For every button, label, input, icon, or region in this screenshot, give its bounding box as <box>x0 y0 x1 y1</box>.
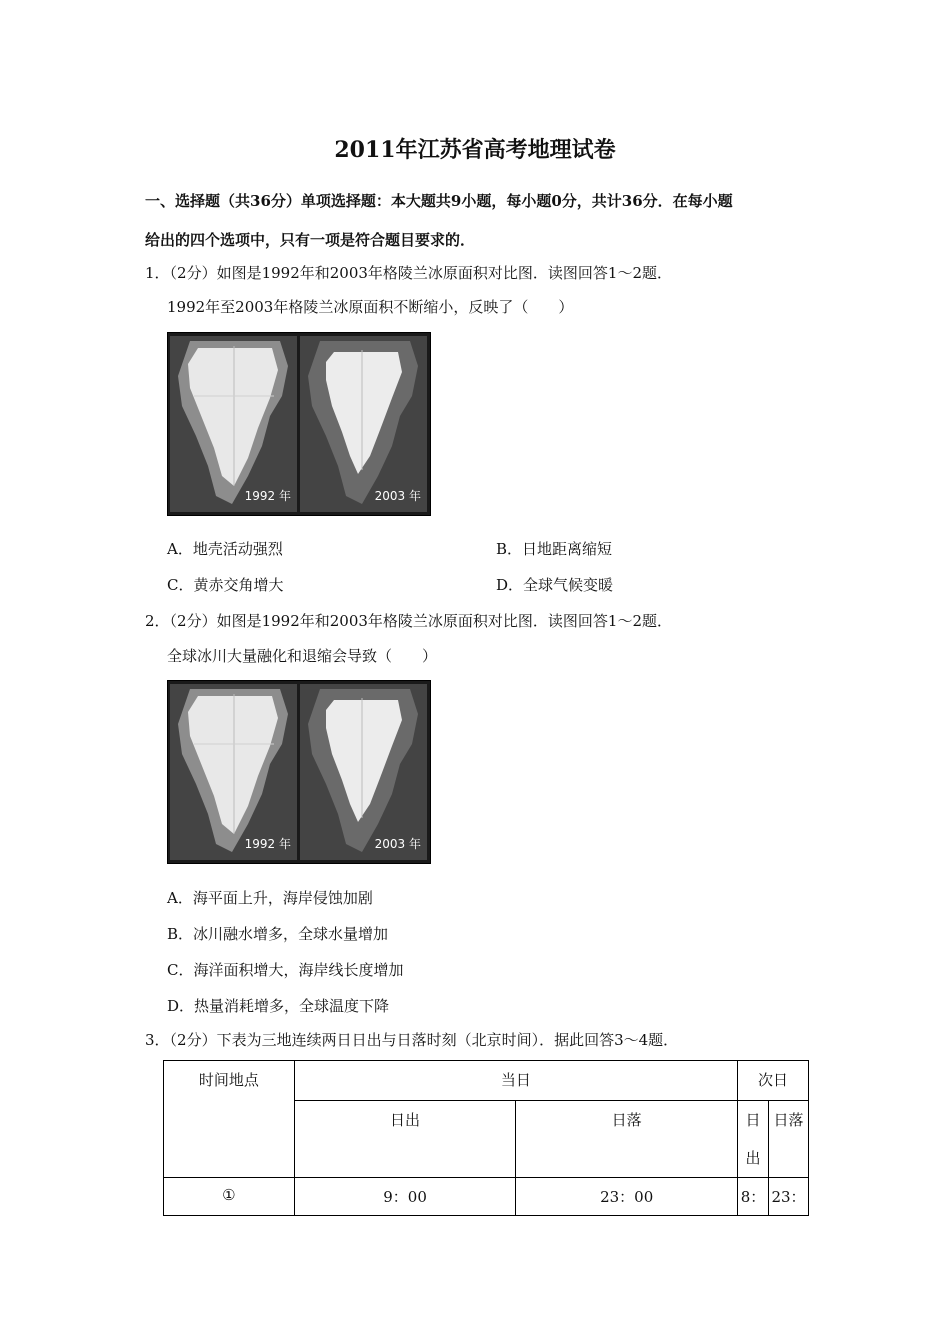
question-1-option-d[interactable]: D．全球气候变暖 <box>496 576 614 594</box>
question-2-option-a[interactable]: A．海平面上升，海岸侵蚀加剧 <box>167 889 373 907</box>
sunrise-sunset-table <box>163 1060 809 1216</box>
greenland-2003-image <box>300 684 427 860</box>
table-cell: 8： <box>737 1178 768 1216</box>
question-1-figure <box>167 332 431 516</box>
table-header-next-sunset: 日落 <box>768 1101 808 1178</box>
question-1-option-a[interactable]: A．地壳活动强烈 <box>167 540 283 558</box>
question-1-head: 1．（2分）如图是1992年和2003年格陵兰冰原面积对比图．读图回答1～2题． <box>145 264 673 282</box>
figure-year-label: 1992 年 <box>244 489 291 503</box>
section-heading-line-2: 给出的四个选项中，只有一项是符合题目要求的． <box>145 231 476 249</box>
table-header-next-day: 次日 <box>737 1061 808 1101</box>
table-cell: 9：00 <box>294 1178 516 1216</box>
section-heading-line-1: 一、选择题（共36分）单项选择题：本大题共9小题，每小题0分，共计36分．在每小题 <box>145 192 733 210</box>
table-cell: 23：00 <box>516 1178 738 1216</box>
greenland-1992-image <box>170 684 297 860</box>
question-1-stem: 1992年至2003年格陵兰冰原面积不断缩小，反映了（ ） <box>167 298 574 316</box>
question-2-stem: 全球冰川大量融化和退缩会导致（ ） <box>167 647 438 665</box>
table-cell: 23： <box>768 1178 808 1216</box>
greenland-2003-image <box>300 336 427 512</box>
table-row <box>164 1178 809 1216</box>
table-header-today: 当日 <box>294 1061 737 1101</box>
question-3-head: 3．（2分）下表为三地连续两日日出与日落时刻（北京时间）．据此回答3～4题． <box>145 1031 679 1049</box>
question-1-option-c[interactable]: C．黄赤交角增大 <box>167 576 284 594</box>
question-2-option-c[interactable]: C．海洋面积增大，海岸线长度增加 <box>167 961 404 979</box>
figure-year-label: 2003 年 <box>374 837 421 851</box>
table-header-place: 时间地点 <box>164 1061 295 1178</box>
figure-year-label: 2003 年 <box>374 489 421 503</box>
page-title: 2011年江苏省高考地理试卷 <box>334 137 616 163</box>
figure-year-label: 1992 年 <box>244 837 291 851</box>
table-cell: ① <box>164 1178 295 1216</box>
greenland-1992-image <box>170 336 297 512</box>
question-2-head: 2．（2分）如图是1992年和2003年格陵兰冰原面积对比图．读图回答1～2题． <box>145 612 673 630</box>
question-2-option-d[interactable]: D．热量消耗增多，全球温度下降 <box>167 997 390 1015</box>
question-2-figure <box>167 680 431 864</box>
question-1-option-b[interactable]: B．日地距离缩短 <box>496 540 613 558</box>
table-header-sunrise: 日出 <box>294 1101 516 1178</box>
question-2-option-b[interactable]: B．冰川融水增多，全球水量增加 <box>167 925 389 943</box>
table-header-next-sunrise: 日出 <box>737 1101 768 1178</box>
table-header-sunset: 日落 <box>516 1101 738 1178</box>
